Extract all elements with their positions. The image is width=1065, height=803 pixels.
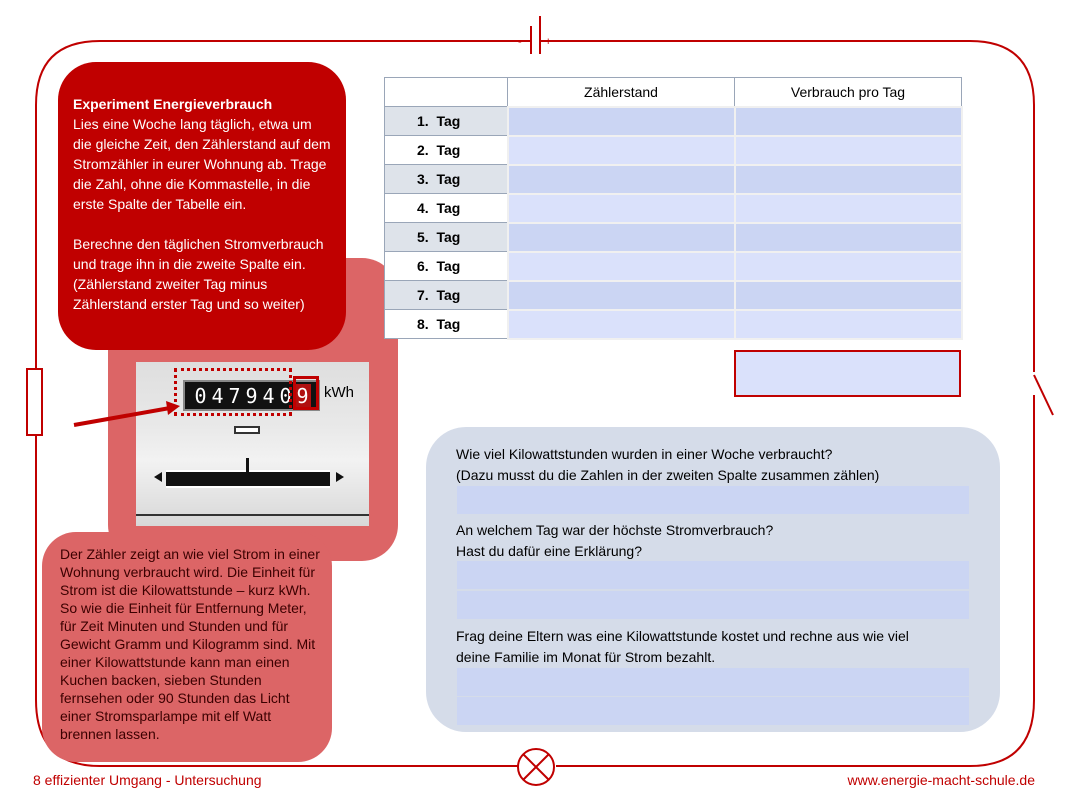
day-label: 1. Tag: [385, 107, 508, 136]
consumption-input[interactable]: [735, 310, 962, 339]
meter-slot: [234, 426, 260, 434]
consumption-input[interactable]: [735, 223, 962, 252]
answer-field-3a[interactable]: [457, 668, 969, 696]
table-row: [385, 107, 962, 136]
question-3: Frag deine Eltern was eine Kilowattstunde kostet und rechne aus wie viel deine Familie im Monat für Strom bezahlt.: [456, 628, 909, 665]
meter-base-line: [136, 514, 369, 516]
table-header-consumption: Verbrauch pro Tag: [735, 78, 962, 107]
meter-reading-table: [384, 77, 963, 340]
table-header-reading: Zählerstand: [508, 78, 735, 107]
table-row: [385, 281, 962, 310]
battery-minus-label: -: [518, 36, 522, 48]
disc-arrow-right-icon: [336, 472, 344, 482]
consumption-input[interactable]: [735, 107, 962, 136]
question-1: Wie viel Kilowattstunden wurden in einer Woche verbraucht? (Dazu musst du die Zahlen in der zweiten Spalte zusammen zählen): [456, 446, 880, 483]
table-header-row: [385, 78, 962, 107]
reading-input[interactable]: [508, 252, 735, 281]
meter-decimal-digit: 9: [294, 384, 311, 408]
table-row: [385, 194, 962, 223]
meter-digit: 4: [262, 383, 275, 408]
questions-panel: [426, 427, 1000, 732]
electricity-meter-image: [136, 362, 369, 526]
consumption-input[interactable]: [735, 194, 962, 223]
meter-rotating-disc: [166, 470, 330, 488]
meter-digit: 9: [245, 383, 258, 408]
instruction-paragraph-2: Berechne den täglichen Stromverbrauch und trage ihn in die zweite Spalte ein. (Zählerstand zweiter Tag minus Zählerstand erster Tag und so weiter): [73, 236, 324, 312]
reading-input[interactable]: [508, 223, 735, 252]
meter-digit: 4: [211, 383, 224, 408]
day-label: 7. Tag: [385, 281, 508, 310]
answer-field-2b[interactable]: [457, 591, 969, 619]
reading-input[interactable]: [508, 310, 735, 339]
table-row: [385, 252, 962, 281]
answer-field-3b[interactable]: [457, 697, 969, 725]
counter-highlight-dotted: [174, 368, 292, 416]
footer-website-link[interactable]: www.energie-macht-schule.de: [847, 772, 1035, 788]
meter-unit-label: kWh: [324, 384, 354, 401]
reading-input[interactable]: [508, 165, 735, 194]
table-header-empty: [385, 78, 508, 107]
consumption-input[interactable]: [735, 281, 962, 310]
consumption-input[interactable]: [735, 252, 962, 281]
consumption-input[interactable]: [735, 136, 962, 165]
meter-digit: 7: [228, 383, 241, 408]
day-label: 5. Tag: [385, 223, 508, 252]
instruction-paragraph-1: Lies eine Woche lang täglich, etwa um die gleiche Zeit, den Zählerstand auf dem Stromzähler in eurer Wohnung ab. Trage die Zahl, ohne die Kommastelle, in die erste Spalte der Tabelle ein.: [73, 116, 331, 212]
table-row: [385, 223, 962, 252]
meter-info-text: Der Zähler zeigt an wie viel Strom in einer Wohnung verbraucht wird. Die Einheit für Strom ist die Kilowattstunde – kurz kWh. So wie die Einheit für Entfernung Meter, für Zeit Minuten und Stunden und für Gewicht Gramm und Kilogramm sind. Mit einer Kilowattstunde kann man einen Kuchen backen, sieben Stunden fernsehen oder 90 Stunden das Licht einer Stromsparlampe mit elf Watt brennen lassen.: [60, 546, 320, 742]
pointer-arrow-icon: [70, 400, 182, 434]
answer-field-2a[interactable]: [457, 561, 969, 589]
disc-marker: [246, 458, 249, 472]
weekly-total-input[interactable]: [734, 350, 961, 397]
meter-digit: 0: [279, 383, 292, 408]
experiment-title: Experiment Energieverbrauch: [73, 96, 273, 112]
reading-input[interactable]: [508, 107, 735, 136]
day-label: 8. Tag: [385, 310, 508, 339]
day-label: 4. Tag: [385, 194, 508, 223]
reading-input[interactable]: [508, 136, 735, 165]
consumption-input[interactable]: [735, 165, 962, 194]
resistor-symbol: [27, 369, 42, 435]
reading-input[interactable]: [508, 194, 735, 223]
meter-digit: 0: [194, 383, 207, 408]
day-label: 6. Tag: [385, 252, 508, 281]
table-row: [385, 165, 962, 194]
battery-plus-label: +: [545, 36, 552, 48]
decimal-highlight: [293, 376, 319, 410]
instruction-box: [58, 62, 346, 350]
answer-field-1[interactable]: [457, 486, 969, 514]
footer-page-label: 8 effizienter Umgang - Untersuchung: [33, 772, 262, 788]
day-label: 2. Tag: [385, 136, 508, 165]
meter-info-box: [42, 532, 332, 762]
table-row: [385, 310, 962, 339]
day-label: 3. Tag: [385, 165, 508, 194]
disc-arrow-left-icon: [154, 472, 162, 482]
switch-lever: [1034, 375, 1053, 415]
reading-input[interactable]: [508, 281, 735, 310]
question-2: An welchem Tag war der höchste Stromverbrauch? Hast du dafür eine Erklärung?: [456, 522, 774, 559]
table-row: [385, 136, 962, 165]
